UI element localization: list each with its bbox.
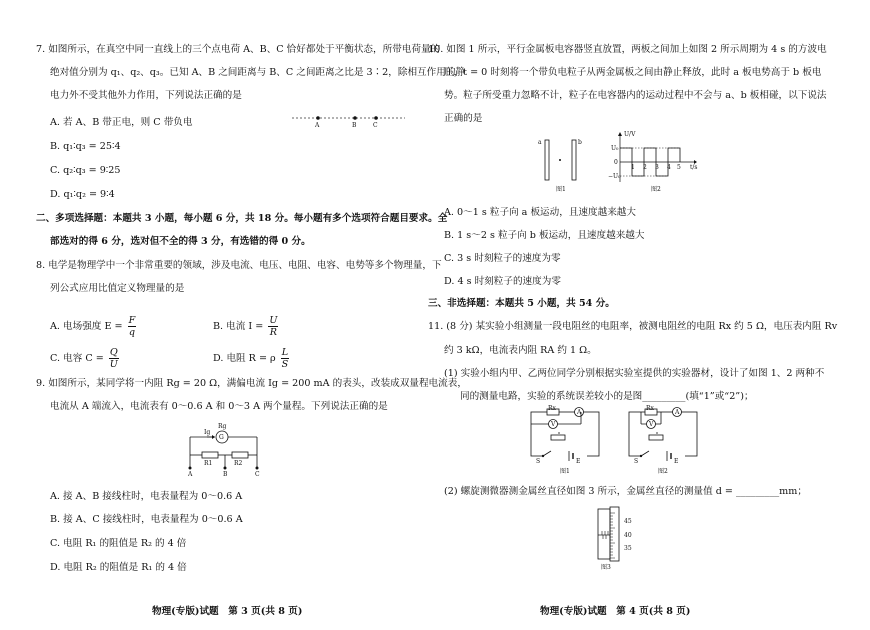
q11-stem-line1: 11. (8 分) 某实验小组测量一段电阻丝的电阻率，被测电阻丝的电阻 Rx 约 5 Ω，电压表内阻 Rv	[428, 321, 838, 332]
q7-option-b: B. q₁∶q₃ = 25∶4	[50, 141, 121, 152]
q10-fig2-u-axis: U/V	[624, 131, 636, 138]
q10-fig2-tick-4: 4	[667, 164, 671, 171]
q10-fig1-caption: 图1	[556, 186, 566, 193]
q10-fig2-caption: 图2	[651, 186, 661, 193]
q11-circuit-fig1	[523, 404, 605, 466]
q7-label-c: C	[373, 122, 378, 129]
q10-fig2-zero: 0	[614, 159, 618, 166]
q9-r1-label: R1	[204, 460, 213, 467]
q11-sub2: (2) 螺旋测微器测金属丝直径如图 3 所示，金属丝直径的测量值 d = _________mm；	[444, 486, 807, 497]
q9-option-a: A. 接 A、B 接线柱时，电表量程为 0～0.6 A	[50, 491, 243, 502]
q10-stem-line4: 正确的是	[444, 113, 483, 124]
q10-option-b: B. 1 s～2 s 粒子向 b 板运动，且速度越来越大	[444, 230, 645, 241]
q7-option-a: A. 若 A、B 带正电，则 C 带负电	[50, 117, 193, 128]
q9-ig-label: Ig	[204, 429, 211, 436]
q10-plate-a-label: a	[538, 139, 542, 146]
q10-plate-b-label: b	[578, 139, 582, 146]
q9-r2-label: R2	[234, 460, 243, 467]
q10-fig2-tick-2: 2	[643, 164, 647, 171]
q9-option-b: B. 接 A、C 接线柱时，电表量程为 0～0.6 A	[50, 514, 243, 525]
q11-fig1-switch: S	[536, 458, 541, 465]
q10-stem-line2: 压，t = 0 时刻将一个带负电粒子从两金属板之间由静止释放，此时 a 板电势高于 b 板电	[444, 67, 822, 78]
q11-fig2-switch: S	[634, 458, 639, 465]
right-page-footer: 物理(专版)试题 第 4 页(共 8 页)	[540, 606, 691, 617]
q10-option-d: D. 4 s 时刻粒子的速度为零	[444, 276, 561, 287]
q11-fig1-rx: Rx	[548, 405, 556, 412]
q8-option-a: A. 电场强度 E = $\frac{F}{q}$	[50, 315, 136, 338]
q11-fig2-caption: 图2	[658, 468, 668, 475]
q11-fig2-voltmeter: V	[649, 421, 654, 428]
q7-option-c: C. q₂∶q₃ = 9∶25	[50, 165, 121, 176]
q8-stem-line1: 8. 电学是物理学中一个非常重要的领域，涉及电流、电压、电阻、电容、电势等多个物理量，下	[36, 260, 442, 271]
q11-fig1-voltmeter: V	[551, 421, 556, 428]
q11-circuit-fig2	[621, 404, 703, 466]
q11-fig2-battery: E	[674, 458, 679, 465]
q11-fig1-ammeter: A	[577, 409, 582, 416]
q10-fig2-t-axis: t/s	[690, 164, 698, 171]
q9-stem-line2: 电流从 A 端流入，电流表有 0～0.6 A 和 0～3 A 两个量程。下列说法正确的是	[50, 401, 388, 412]
q10-fig2-tick-1: 1	[631, 164, 635, 171]
q10-fig1-plates	[540, 136, 590, 186]
q10-fig2-neg-u0: −U₀	[608, 173, 621, 180]
q10-option-a: A. 0～1 s 粒子向 a 板运动，且速度越来越大	[444, 207, 636, 218]
q9-option-c: C. 电阻 R₁ 的阻值是 R₂ 的 4 倍	[50, 538, 187, 549]
q7-label-a: A	[315, 122, 320, 129]
q11-micrometer-tick-35: 35	[624, 545, 632, 552]
q11-fig2-rx: Rx	[646, 405, 654, 412]
q7-option-d: D. q₁∶q₂ = 9∶4	[50, 189, 115, 200]
q10-fig2-tick-3: 3	[655, 164, 659, 171]
q10-fig2-u0: U₀	[611, 145, 619, 152]
q7-label-b: B	[352, 122, 357, 129]
q11-micrometer-tick-40: 40	[624, 532, 632, 539]
q11-fig3-caption: 图3	[601, 564, 611, 571]
q7-charges-figure	[290, 112, 410, 132]
q11-fig2-ammeter: A	[675, 409, 680, 416]
q11-stem-line2: 约 3 kΩ，电流表内阻 RA 约 1 Ω。	[444, 345, 597, 356]
q10-stem-line3: 势。粒子所受重力忽略不计，粒子在电容器内的运动过程中不会与 a、b 板相碰，以下说法	[444, 90, 827, 101]
q10-fig2-tick-5: 5	[677, 164, 681, 171]
q10-stem-line1: 10. 如图 1 所示，平行金属板电容器竖直放置，两板之间加上如图 2 所示周期为 4 s 的方波电	[428, 44, 827, 55]
q9-rg-label: Rg	[218, 423, 227, 430]
q8-option-d: D. 电阻 R = ρ $\frac{L}{S}$	[213, 347, 289, 370]
q7-stem-line1: 7. 如图所示，在真空中同一直线上的三个点电荷 A、B、C 恰好都处于平衡状态，所带电荷量的	[36, 44, 441, 55]
q9-terminal-c: C	[255, 471, 260, 478]
q7-stem-line2: 绝对值分别为 q₁、q₂、q₃。已知 A、B 之间距离与 B、C 之间距离之比是 3∶2，除相互作用的静	[50, 67, 466, 78]
section2-heading-line1: 二、多项选择题：本题共 3 小题，每小题 6 分，共 18 分。每小题有多个选项符合题目要求。全	[36, 213, 448, 224]
q11-fig1-caption: 图1	[560, 468, 570, 475]
q10-option-c: C. 3 s 时刻粒子的速度为零	[444, 253, 561, 264]
section2-heading-line2: 部选对的得 6 分，选对但不全的得 3 分，有选错的得 0 分。	[50, 236, 311, 247]
q9-terminal-a: A	[188, 471, 193, 478]
q7-stem-line3: 电力外不受其他外力作用，下列说法正确的是	[50, 90, 242, 101]
q9-circuit-figure	[182, 422, 272, 478]
q9-terminal-b: B	[223, 471, 228, 478]
left-page-footer: 物理(专版)试题 第 3 页(共 8 页)	[152, 606, 303, 617]
q11-fig1-battery: E	[576, 458, 581, 465]
q11-sub1-line1: (1) 实验小组内甲、乙两位同学分别根据实验室提供的实验器材，设计了如图 1、2 两种不	[444, 368, 825, 379]
q11-sub1-line2: 同的测量电路，实验的系统误差较小的是图_________(填“1”或“2”)；	[460, 391, 754, 402]
q9-galvanometer-label: G	[219, 434, 224, 441]
q8-option-b: B. 电流 I = $\frac{U}{R}$	[213, 315, 278, 338]
q11-micrometer-tick-45: 45	[624, 518, 632, 525]
q8-stem-line2: 列公式应用比值定义物理量的是	[50, 283, 185, 294]
section3-heading: 三、非选择题：本题共 5 小题，共 54 分。	[428, 298, 615, 309]
q9-stem-line1: 9. 如图所示，某同学将一内阻 Rg = 20 Ω，满偏电流 Ig = 200 mA 的表头，改装成双量程电流表，	[36, 378, 467, 389]
q9-option-d: D. 电阻 R₂ 的阻值是 R₁ 的 4 倍	[50, 562, 187, 573]
q10-fig2-square-wave	[610, 132, 700, 187]
q8-option-c: C. 电容 C = $\frac{Q}{U}$	[50, 347, 118, 370]
